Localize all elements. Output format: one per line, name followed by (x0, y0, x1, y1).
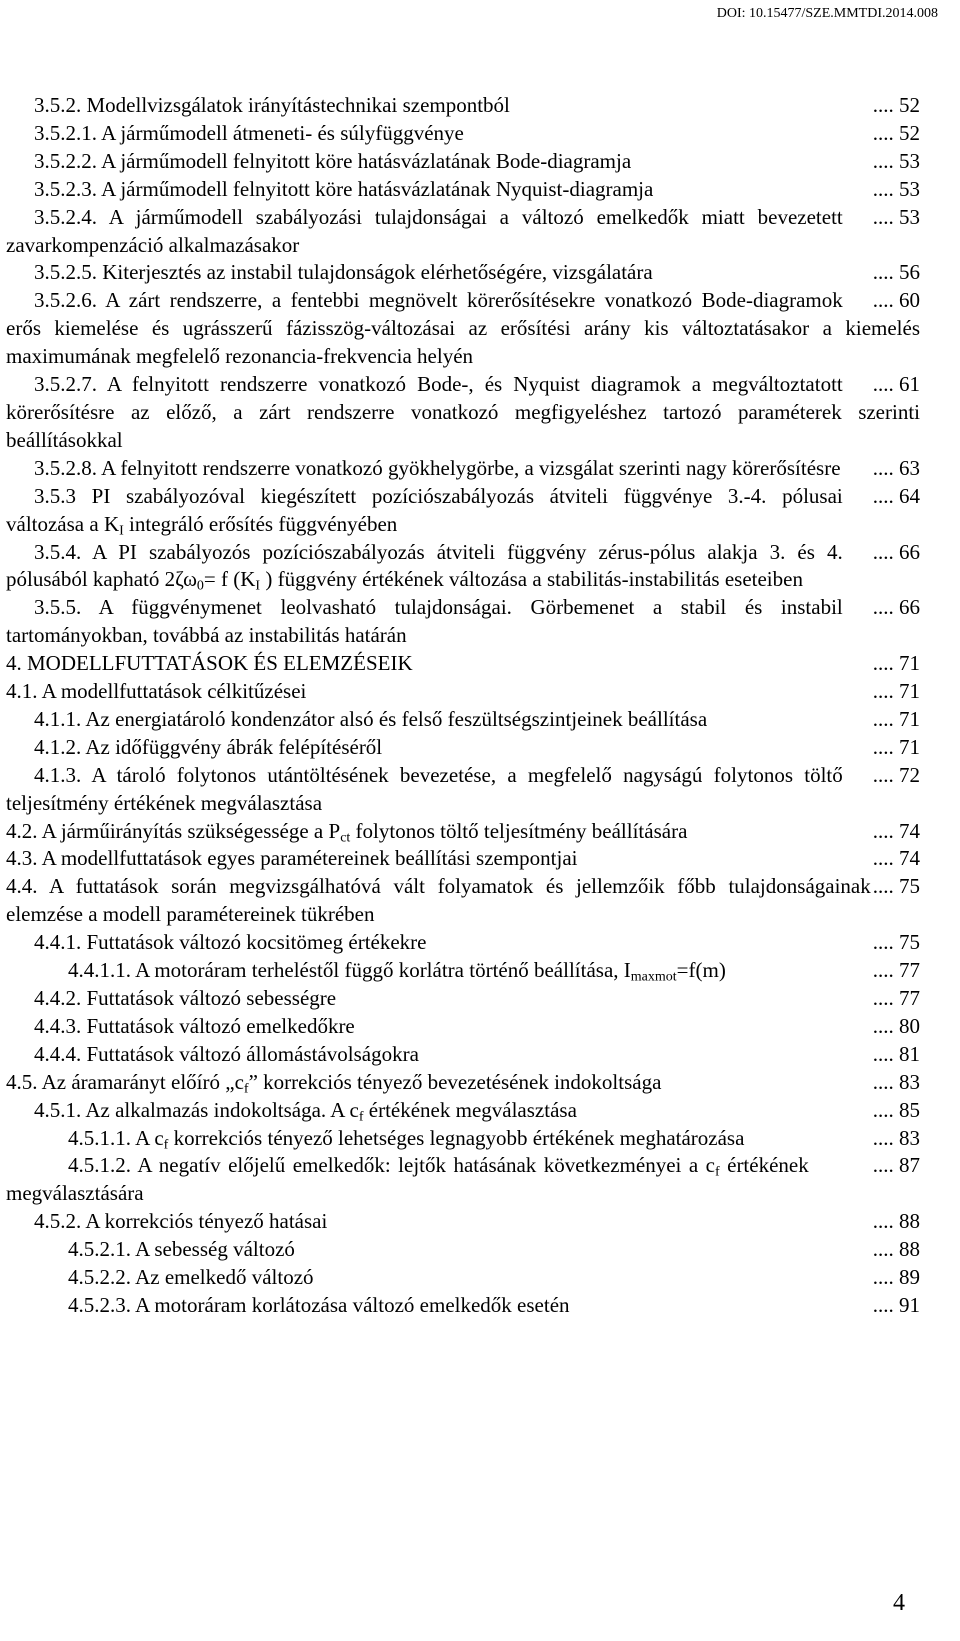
toc-entry[interactable] (6, 176, 920, 204)
toc-page-number: .... 89 (809, 1264, 920, 1292)
toc-entry[interactable] (6, 706, 920, 734)
toc-title: 3.5.4. A PI szabályozós pozíciószabályozás átviteli függvény zérus-pólus alakja 3. és 4. pólusából kapható 2ζω (6, 539, 843, 592)
toc-title: értékének megválasztására (6, 1153, 809, 1206)
toc-subscript: f (358, 1109, 364, 1125)
toc-title: 3.5.2. Modellvizsgálatok irányítástechnikai szempontból (34, 93, 510, 117)
toc-title: 4.4.1.1. A motoráram terheléstől függő korlátra történő beállítása, I (68, 958, 631, 983)
toc-subscript: maxmot (630, 969, 677, 985)
toc-page-number: .... 87 (809, 1152, 920, 1180)
toc-page-number: .... 66 (843, 539, 920, 567)
page-number: 4 (893, 1590, 905, 1616)
toc-title: 4.4.4. Futtatások változó állomástávolságokra (34, 1041, 419, 1066)
toc-page-number: .... 77 (843, 985, 920, 1013)
toc-entry[interactable] (6, 287, 920, 371)
toc-entry[interactable] (6, 483, 920, 539)
toc-entry[interactable] (6, 371, 920, 455)
toc-entry[interactable] (6, 650, 920, 678)
toc-page-number: .... 71 (871, 650, 920, 678)
toc-page-number: .... 85 (843, 1097, 920, 1125)
toc-entry[interactable] (6, 845, 920, 873)
toc-entry[interactable] (6, 92, 920, 120)
toc-title: folytonos töltő teljesítmény beállítására (350, 818, 688, 843)
toc-title: 4.4. A futtatások során megvizsgálhatóvá vált folyamatok és jellemzőik főbb tulajdonságainak elemzése a modell paramétereinek tükrében (6, 874, 871, 927)
toc-entry[interactable] (6, 678, 920, 706)
toc-page-number: .... 74 (871, 845, 920, 873)
toc-title: = f (K (203, 567, 256, 592)
toc-page-number: .... 74 (871, 818, 920, 846)
toc-title: korrekciós tényező lehetséges legnagyobb értékének meghatározása (168, 1125, 745, 1150)
toc-title: 3.5.2.1. A járműmodell átmeneti- és súlyfüggvénye (34, 120, 464, 145)
toc-entry[interactable] (6, 873, 920, 929)
toc-entry[interactable] (6, 957, 920, 985)
toc-title: 3.5.2.8. A felnyitott rendszerre vonatkozó gyökhelygörbe, a vizsgálat szerinti nagy körerősítésre (34, 455, 841, 480)
toc-page-number: .... 53 (843, 176, 920, 204)
toc-title: 4.4.1. Futtatások változó kocsitömeg értékekre (34, 930, 427, 955)
toc-entry[interactable] (6, 539, 920, 595)
toc-title: 3.5.2.2. A járműmodell felnyitott köre hatásvázlatának Bode-diagramja (34, 148, 632, 173)
toc-entry[interactable] (6, 1208, 920, 1236)
toc-page-number: .... 88 (809, 1236, 920, 1264)
toc-entry[interactable] (6, 1264, 920, 1292)
toc-title: értékének megválasztása (363, 1097, 577, 1122)
toc-title: 4.1.2. Az időfüggvény ábrák felépítéséről (34, 734, 383, 759)
toc-page-number: .... 52 (843, 92, 920, 120)
toc-entry[interactable] (6, 1236, 920, 1264)
toc-title: 3.5.2.5. Kiterjesztés az instabil tulajdonságok elérhetőségére, vizsgálatára (34, 260, 653, 285)
toc-title: integráló erősítés függvényében (123, 511, 398, 536)
toc-page-number: .... 61 (843, 371, 920, 399)
toc-title: 3.5.2.3. A járműmodell felnyitott köre hatásvázlatának Nyquist-diagramja (34, 176, 654, 201)
toc-title: =f(m) (676, 958, 726, 983)
toc-title: 4.5.2. A korrekciós tényező hatásai (34, 1209, 328, 1234)
toc-entry[interactable] (6, 1125, 920, 1153)
toc-page-number: .... 75 (843, 929, 920, 957)
toc-title: 4.2. A járműirányítás szükségessége a P (6, 818, 341, 843)
toc-page-number: .... 71 (871, 678, 920, 706)
toc-page-number: .... 66 (843, 594, 920, 622)
toc-entry[interactable] (6, 762, 920, 818)
toc-entry[interactable] (6, 120, 920, 148)
toc-entry[interactable] (6, 204, 920, 260)
toc-subscript: f (714, 1164, 720, 1180)
toc-page-number: .... 77 (809, 957, 920, 985)
toc-title: 4.5.1.2. A negatív előjelű emelkedők: lejtők hatásának következményei a c (68, 1153, 715, 1178)
toc-title: ” korrekciós tényező bevezetésének indokoltsága (248, 1069, 662, 1094)
toc-page-number: .... 83 (871, 1069, 920, 1097)
toc-title: 4.5.2.1. A sebesség változó (68, 1237, 295, 1262)
toc-title: 4.5. Az áramarányt előíró „c (6, 1069, 244, 1094)
toc-page-number: .... 81 (843, 1041, 920, 1069)
toc-title: 3.5.2.7. A felnyitott rendszerre vonatkozó Bode-, és Nyquist diagramok a megváltoztatott körerősítésre az előző, a zárt rendszerre vonatkozó megfigyeléshez tartozó paraméterek szerinti beállításokkal (6, 372, 920, 452)
doi-header: DOI: 10.15477/SZE.MMTDI.2014.008 (716, 6, 938, 21)
toc-title: 4.5.2.3. A motoráram korlátozása változó emelkedők esetén (68, 1292, 570, 1317)
toc-title: 4.1. A modellfuttatások célkitűzései (6, 679, 307, 704)
toc-page-number: .... 53 (843, 148, 920, 176)
table-of-contents (6, 92, 920, 1320)
toc-entry[interactable] (6, 1013, 920, 1041)
toc-title: 3.5.3 PI szabályozóval kiegészített pozíciószabályozás átviteli függvénye 3.-4. pólusai változása a K (6, 483, 843, 536)
toc-subscript: 0 (196, 578, 204, 594)
toc-subscript: ct (340, 830, 351, 846)
toc-title: 4.3. A modellfuttatások egyes paramétereinek beállítási szempontjai (6, 846, 578, 871)
toc-entry[interactable] (6, 818, 920, 846)
toc-page-number: .... 56 (843, 259, 920, 287)
toc-title: 4.4.3. Futtatások változó emelkedőkre (34, 1013, 355, 1038)
toc-entry[interactable] (6, 1069, 920, 1097)
toc-title: 4.4.2. Futtatások változó sebességre (34, 986, 337, 1010)
toc-page-number: .... 52 (843, 120, 920, 148)
toc-page-number: .... 75 (871, 873, 920, 901)
toc-title: ) függvény értékének változása a stabilitás-instabilitás eseteiben (260, 567, 803, 592)
toc-page-number: .... 71 (843, 734, 920, 762)
toc-entry[interactable] (6, 985, 920, 1013)
toc-title: 4.5.1. Az alkalmazás indokoltsága. A c (34, 1097, 359, 1122)
toc-title: 4.1.1. Az energiatároló kondenzátor alsó és felső feszültségszintjeinek beállítása (34, 706, 708, 731)
toc-page-number: .... 71 (843, 706, 920, 734)
toc-title: 3.5.5. A függvénymenet leolvasható tulajdonságai. Görbemenet a stabil és instabil tartományokban, továbbá az instabilitás határán (6, 595, 843, 648)
toc-page-number: .... 60 (843, 287, 920, 315)
toc-subscript: f (243, 1081, 249, 1097)
toc-subscript: I (255, 578, 261, 594)
toc-entry[interactable] (6, 259, 920, 287)
toc-title: 4.5.2.2. Az emelkedő változó (68, 1265, 314, 1290)
toc-entry[interactable] (6, 1097, 920, 1125)
toc-page-number: .... 88 (843, 1208, 920, 1236)
toc-title: 3.5.2.6. A zárt rendszerre, a fentebbi megnövelt körerősítésekre vonatkozó Bode-diagramok erős kiemelése és ugrásszerű fázisszög-változásai az erősítési arány kis változtatásakor a kiemelés maximumának megfelelő rezonancia-frekvencia helyén (6, 288, 920, 369)
toc-entry[interactable] (6, 594, 920, 650)
toc-title: 4.5.1.1. A c (68, 1125, 164, 1150)
toc-page-number: .... 91 (809, 1292, 920, 1320)
toc-entry[interactable] (6, 929, 920, 957)
toc-subscript: I (119, 523, 124, 539)
toc-page-number: .... 53 (843, 204, 920, 232)
toc-page-number: .... 80 (843, 1013, 920, 1041)
toc-title: 3.5.2.4. A járműmodell szabályozási tulajdonságai a változó emelkedők miatt bevezetett zavarkompenzáció alkalmazásakor (6, 204, 843, 257)
toc-page-number: .... 83 (809, 1125, 920, 1153)
toc-entry[interactable] (6, 148, 920, 176)
toc-entry[interactable] (6, 1041, 920, 1069)
toc-entry[interactable] (6, 734, 920, 762)
toc-title: 4. MODELLFUTTATÁSOK ÉS ELEMZÉSEIK (6, 651, 413, 676)
toc-subscript: f (163, 1137, 169, 1153)
toc-entry[interactable] (6, 455, 920, 483)
toc-page-number: .... 63 (843, 455, 920, 483)
toc-page-number: .... 64 (843, 483, 920, 511)
toc-title: 4.1.3. A tároló folytonos utántöltésének bevezetése, a megfelelő nagyságú folytonos töltő teljesítmény értékének megválasztása (6, 762, 843, 815)
toc-entry[interactable] (6, 1152, 920, 1208)
toc-entry[interactable] (6, 1292, 920, 1320)
toc-page-number: .... 72 (843, 762, 920, 790)
